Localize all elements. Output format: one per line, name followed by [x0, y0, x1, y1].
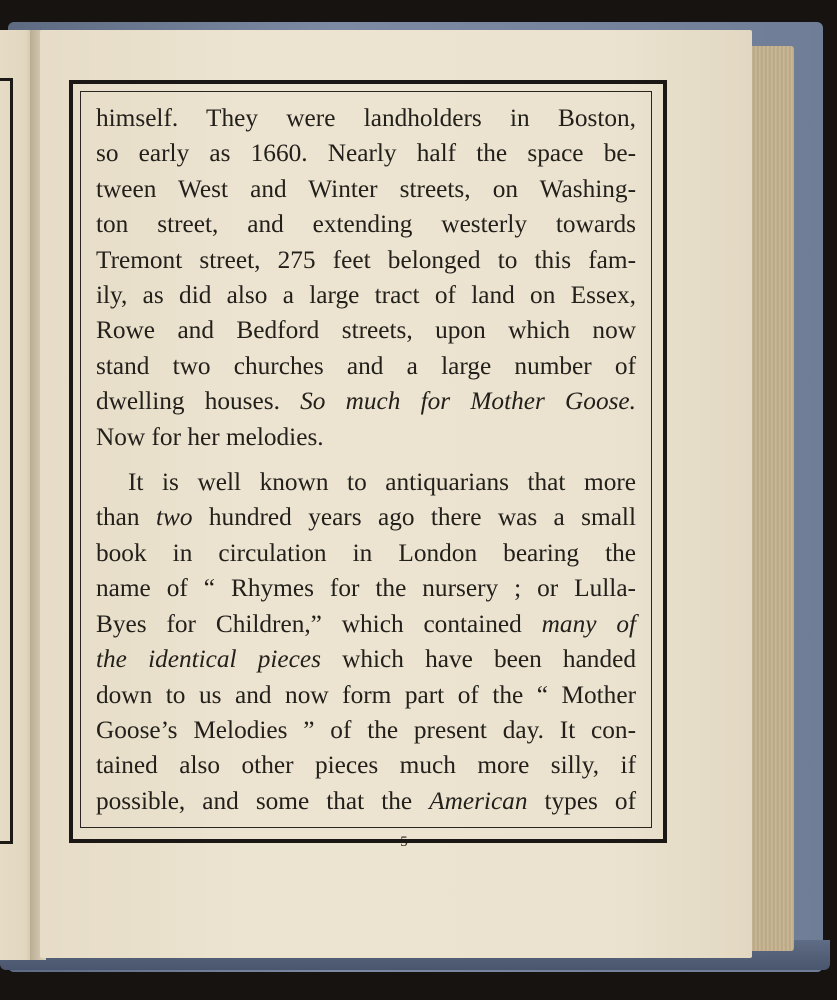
- text-line: [96, 243, 636, 278]
- text-run: Goose’s Melodies ” of the present day. It con-: [96, 715, 636, 744]
- text-run: Tremont street, 275 feet belonged to this fam-: [96, 245, 636, 274]
- text-run: possible, and some that the: [96, 786, 430, 815]
- text-line: [96, 571, 636, 606]
- text-line: [96, 465, 636, 500]
- facing-page-border: [0, 78, 13, 844]
- text-line: [96, 136, 636, 171]
- text-line: [96, 207, 636, 242]
- text-run: hundred years ago there was a small: [192, 503, 636, 532]
- italic-text: many of: [541, 609, 636, 638]
- text-run: himself. They were landholders in Boston,: [96, 104, 636, 132]
- text-line: [96, 420, 636, 455]
- text-run: ton street, and extending westerly towards: [96, 210, 636, 239]
- text-run: than: [96, 503, 156, 532]
- text-run: Now for her melodies.: [96, 422, 324, 451]
- text-run: tained also other pieces much more silly, if: [96, 751, 636, 780]
- text-line: [96, 607, 636, 642]
- text-run: Byes for Children,” which contained: [96, 609, 542, 638]
- text-run: down to us and now form part of the “ Mother: [96, 680, 636, 709]
- page-text: [96, 101, 636, 819]
- page-edges: [752, 46, 794, 951]
- italic-text: the identical pieces: [96, 645, 321, 674]
- italic-text: So much for Mother Goose.: [300, 387, 636, 416]
- text-line: [96, 784, 636, 819]
- text-line: [96, 172, 636, 207]
- text-run: dwelling houses.: [96, 387, 301, 416]
- text-line: [96, 101, 636, 136]
- text-line: [96, 642, 636, 677]
- text-run: types of: [527, 786, 637, 815]
- page-number: 5: [400, 834, 408, 850]
- text-line: [96, 278, 636, 313]
- text-run: book in circulation in London bearing the: [96, 538, 636, 567]
- text-run: tween West and Winter streets, on Washing-: [96, 174, 636, 203]
- text-line: [96, 349, 636, 384]
- text-run: ily, as did also a large tract of land on Essex,: [96, 281, 636, 310]
- text-line: [96, 313, 636, 348]
- text-run: It is well known to antiquarians that more: [128, 468, 636, 497]
- text-run: stand two churches and a large number of: [96, 351, 636, 380]
- text-line: [96, 500, 636, 535]
- text-run: Rowe and Bedford streets, upon which now: [96, 316, 636, 345]
- paragraph-1: [96, 101, 636, 455]
- text-run: name of “ Rhymes for the nursery ; or Lulla-: [96, 574, 636, 603]
- paragraph-2: [96, 465, 636, 819]
- italic-text: two: [155, 503, 193, 532]
- text-line: [96, 384, 636, 419]
- text-line: [96, 678, 636, 713]
- text-line: [96, 748, 636, 783]
- text-line: [96, 536, 636, 571]
- text-run: so early as 1660. Nearly half the space be-: [96, 139, 636, 168]
- text-run: which have been handed: [320, 645, 636, 674]
- text-line: [96, 713, 636, 748]
- italic-text: American: [429, 786, 528, 815]
